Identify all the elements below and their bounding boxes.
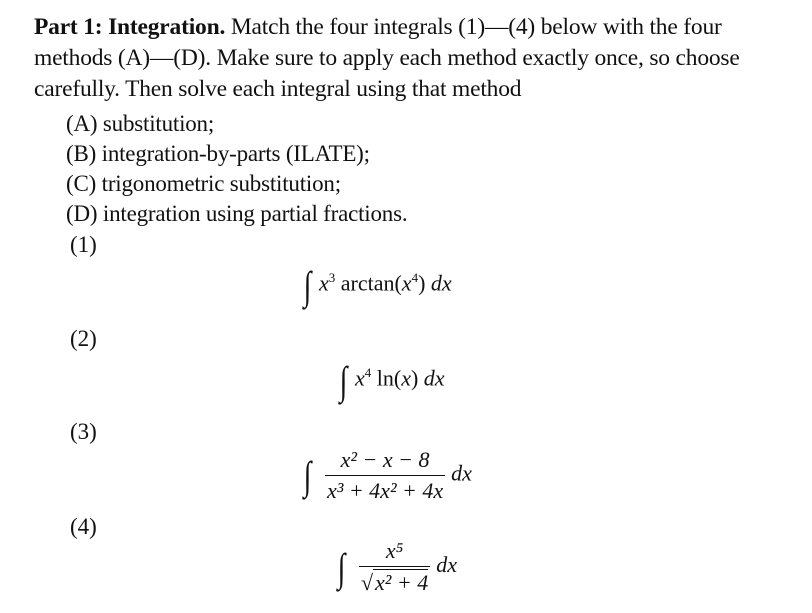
- function-name: arctan(: [340, 270, 402, 296]
- function-arg-exponent: 4: [411, 270, 419, 286]
- differential: dx: [430, 270, 452, 296]
- problem-intro: [34, 12, 804, 105]
- integral-sign-icon: ∫: [337, 544, 346, 590]
- integral-3: [302, 447, 472, 504]
- function-name: ln(: [376, 365, 402, 391]
- method-text: integration-by-parts (ILATE);: [101, 141, 370, 166]
- method-label: (D): [66, 201, 98, 226]
- integral-1-label: (1): [70, 232, 97, 257]
- radicand: x² + 4: [375, 570, 429, 595]
- integral-1: [302, 262, 452, 309]
- fraction: [359, 538, 430, 596]
- close-paren: ): [410, 365, 419, 391]
- method-a: [66, 109, 407, 139]
- method-label: (A): [66, 111, 98, 136]
- fraction-denominator: x³ + 4x² + 4x: [326, 478, 444, 503]
- function-arg: x: [401, 365, 411, 391]
- square-root-icon: √: [360, 570, 374, 595]
- method-b: [66, 139, 407, 169]
- integral-4-label: (4): [70, 514, 97, 539]
- integrand-exponent: 3: [328, 270, 336, 286]
- differential: dx: [423, 365, 445, 391]
- function-arg: x: [401, 270, 412, 296]
- method-d: [66, 199, 407, 229]
- part-heading: Part 1: Integration.: [34, 14, 226, 40]
- instructions-text: Match the four integrals (1)—(4) below with the four methods (A)—(D). Make sure to apply each method exactly once, so choose carefully. Then solve each integral using that method: [34, 14, 740, 102]
- method-text: trigonometric substitution;: [101, 171, 341, 196]
- integral-sign-icon: ∫: [339, 358, 348, 403]
- differential: dx: [436, 552, 458, 578]
- close-paren: ): [418, 270, 426, 296]
- method-text: integration using partial fractions.: [102, 201, 408, 226]
- method-c: [66, 169, 407, 199]
- integral-2: [338, 357, 445, 404]
- differential: dx: [451, 460, 472, 486]
- fraction: [325, 447, 445, 504]
- fraction-denominator: [359, 567, 430, 596]
- integral-sign-icon: ∫: [303, 263, 312, 308]
- method-list: [66, 109, 407, 229]
- method-text: substitution;: [102, 111, 215, 136]
- integral-3-label: (3): [70, 419, 97, 444]
- method-label: (C): [66, 171, 97, 196]
- integral-4: [336, 538, 457, 596]
- fraction-numerator: x² − x − 8: [325, 447, 445, 476]
- integral-sign-icon: ∫: [303, 453, 312, 498]
- integrand-base: x: [318, 270, 329, 296]
- integral-2-label: (2): [70, 326, 97, 351]
- fraction-numerator: x⁵: [359, 538, 430, 567]
- integrand-exponent: 4: [364, 365, 372, 381]
- integrand-base: x: [354, 365, 365, 391]
- method-label: (B): [66, 141, 97, 166]
